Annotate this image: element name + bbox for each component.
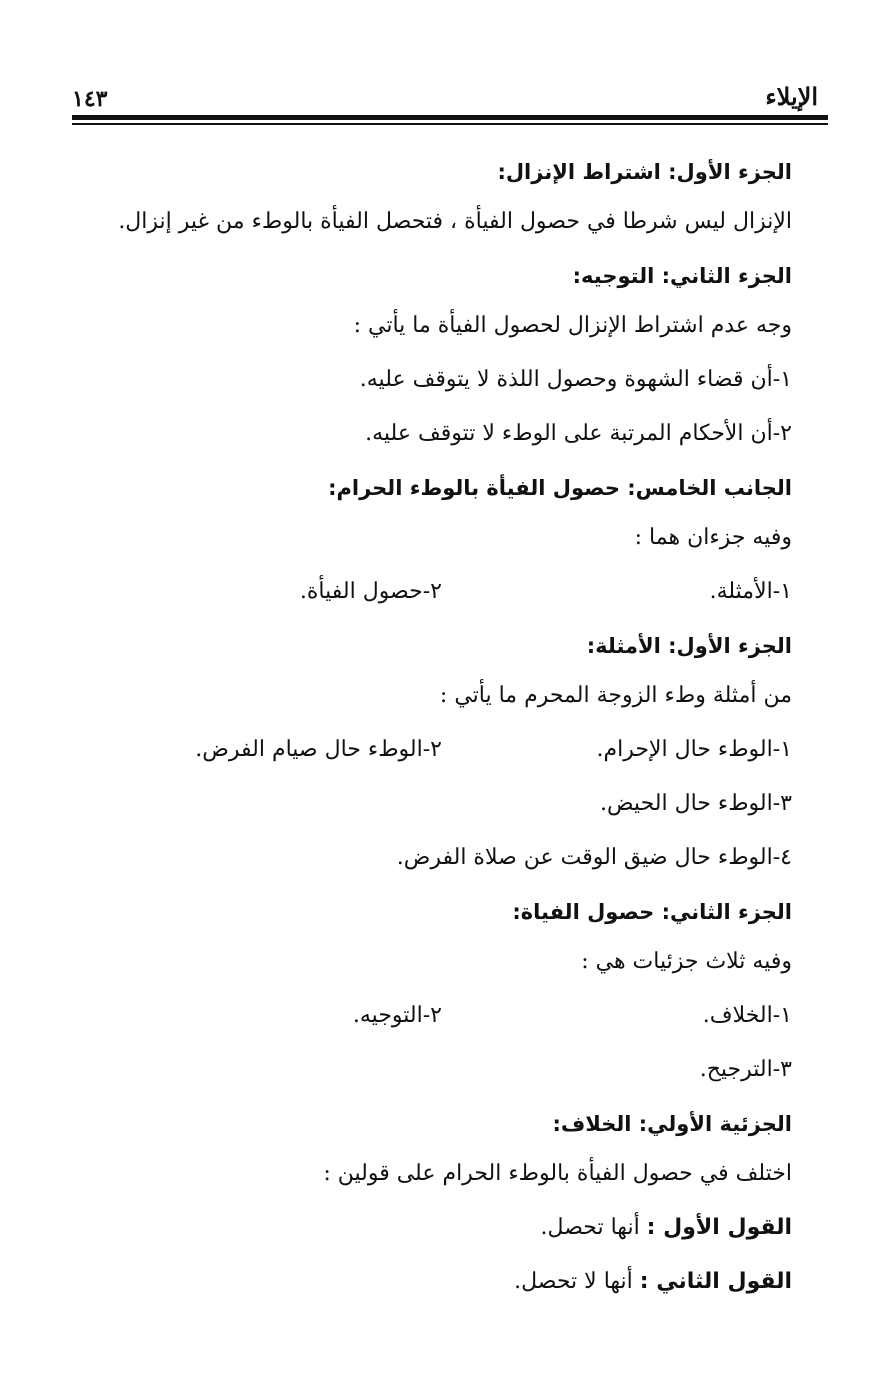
section-heading: الجزء الثاني: التوجيه: [572,264,792,288]
paragraph: من أمثلة وطء الزوجة المحرم ما يأتي : [439,683,792,708]
opinion-label: القول الثاني : [639,1269,792,1294]
list-item: ٢-الوطء حال صيام الفرض. [195,737,442,762]
paragraph: وجه عدم اشتراط الإنزال لحصول الفيأة ما يأتي : [353,313,792,338]
paragraph: وفيه ثلاث جزئيات هي : [581,949,792,974]
opinion-line [80,1204,792,1258]
section-heading: الجزء الأول: الأمثلة: [586,634,792,658]
opinion-label: القول الأول : [646,1215,792,1240]
list-item: ٤-الوطء حال ضيق الوقت عن صلاة الفرض. [396,845,792,870]
page-number: ١٤٣ [72,86,108,112]
header-rule-thin [72,123,828,125]
list-item: ٢-التوجيه. [352,1003,442,1028]
list-row [80,568,792,622]
list-item: ٣-الترجيح. [699,1057,792,1082]
paragraph: وفيه جزءان هما : [634,525,792,550]
list-row [80,726,792,780]
section-heading: الجزئية الأولي: الخلاف: [552,1112,792,1136]
list-row [80,992,792,1046]
page-header [72,78,828,114]
section-heading: الجانب الخامس: حصول الفيأة بالوطء الحرام: [328,476,792,500]
page-body [80,148,792,1312]
section-heading: الجزء الأول: اشتراط الإنزال: [497,160,792,184]
opinion-text: أنها لا تحصل. [514,1269,640,1294]
list-item: ١-الوطء حال الإحرام. [596,737,792,762]
opinion-line [80,1258,792,1312]
list-item: ١-أن قضاء الشهوة وحصول اللذة لا يتوقف عليه. [359,367,792,392]
list-item: ٢-حصول الفيأة. [299,579,442,604]
list-item: ٢-أن الأحكام المرتبة على الوطء لا تتوقف عليه. [365,421,792,446]
section-heading: الجزء الثاني: حصول الفياة: [512,900,792,924]
list-item: ١-الأمثلة. [709,579,792,604]
list-item: ١-الخلاف. [702,1003,792,1028]
list-item: ٣-الوطء حال الحيض. [599,791,792,816]
paragraph: اختلف في حصول الفيأة بالوطء الحرام على قولين : [323,1161,792,1186]
chapter-title: الإيلاء [765,82,818,111]
opinion-text: أنها تحصل. [540,1215,647,1240]
paragraph: الإنزال ليس شرطا في حصول الفيأة ، فتحصل الفيأة بالوطء من غير إنزال. [118,209,792,234]
header-rule-thick [72,115,828,120]
